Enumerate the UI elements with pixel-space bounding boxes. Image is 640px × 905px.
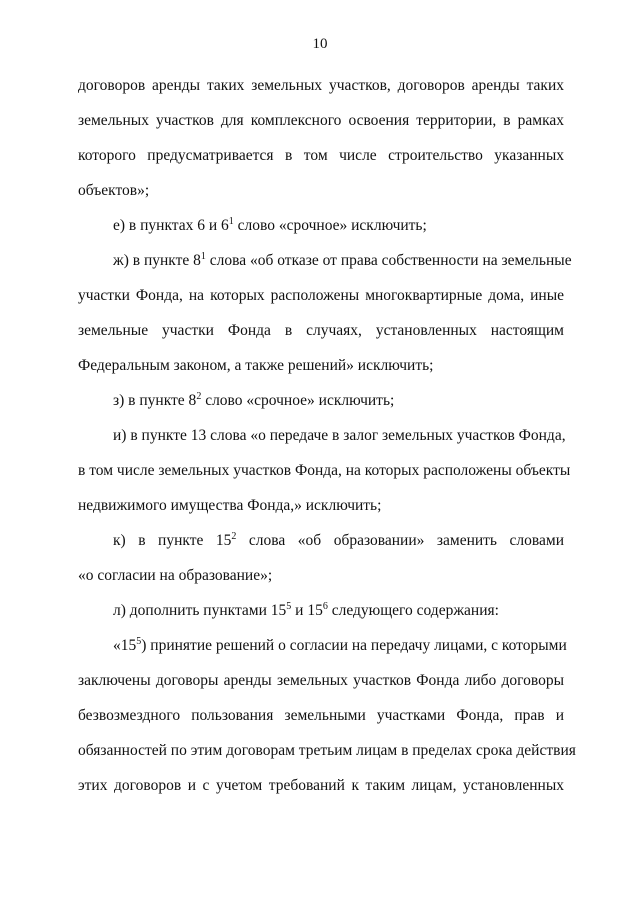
text-line: земельные участки Фонда в случаях, установленных настоящим xyxy=(78,322,564,339)
text-line: договоров аренды таких земельных участков, договоров аренды таких xyxy=(78,77,564,94)
text-line: в том числе земельных участков Фонда, на которых расположены объекты xyxy=(78,462,571,479)
text-line: «$15^5$) принятие решений о согласии на передачу лицами, с которыми xyxy=(113,636,567,654)
text-line: недвижимого имущества Фонда,» исключить; xyxy=(78,497,382,514)
text-line: безвозмездного пользования земельными участками Фонда, прав и xyxy=(78,707,564,724)
text-line: к) в пункте $15^2$ слова «об образовании» заменить словами xyxy=(113,531,564,549)
text-line: «о согласии на образование»; xyxy=(78,567,273,584)
text-line: участки Фонда, на которых расположены многоквартирные дома, иные xyxy=(78,287,564,304)
text-line: з) в пункте $8^2$ слово «срочное» исключить; xyxy=(113,391,395,409)
text-line: этих договоров и с учетом требований к таким лицам, установленных xyxy=(78,777,564,794)
page-number: 10 xyxy=(312,36,328,52)
text-line: Федеральным законом, а также решений» исключить; xyxy=(78,357,434,374)
text-line: е) в пунктах 6 и $6^1$ слово «срочное» исключить; xyxy=(113,216,427,234)
text-line: обязанностей по этим договорам третьим лицам в пределах срока действия xyxy=(78,742,576,759)
text-line: объектов»; xyxy=(78,182,150,199)
text-line: л) дополнить пунктами $15^5$ и $15^6$ следующего содержания: xyxy=(113,601,499,619)
text-line: ж) в пункте $8^1$ слова «об отказе от права собственности на земельные xyxy=(113,251,572,269)
text-line: и) в пункте 13 слова «о передаче в залог земельных участков Фонда, xyxy=(113,427,566,444)
text-line: заключены договоры аренды земельных участков Фонда либо договоры xyxy=(78,672,564,689)
text-line: земельных участков для комплексного освоения территории, в рамках xyxy=(78,112,564,129)
text-line: которого предусматривается в том числе строительство указанных xyxy=(78,147,564,164)
